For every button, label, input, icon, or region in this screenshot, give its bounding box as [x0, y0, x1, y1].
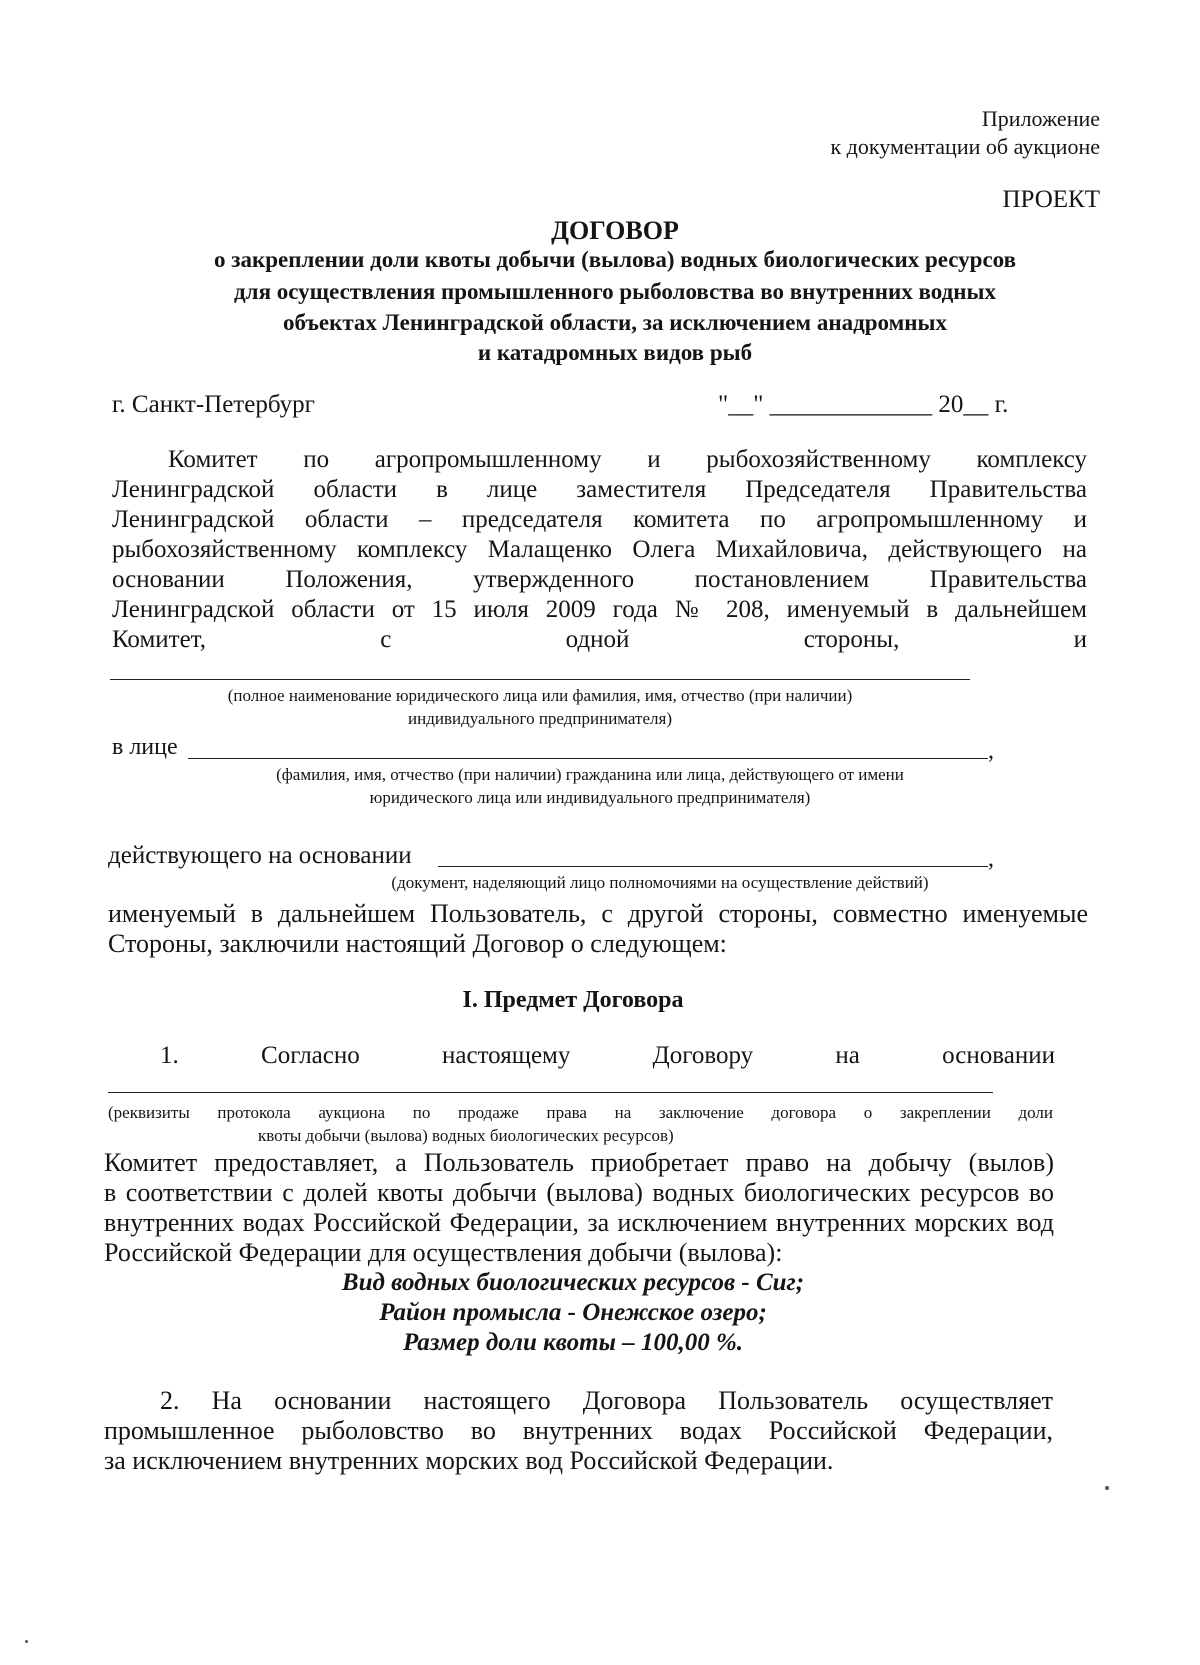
in-person-label: в лице	[112, 734, 178, 760]
draft-label: ПРОЕКТ	[1002, 186, 1100, 213]
auction-protocol-underline	[108, 1092, 993, 1093]
title-subline: для осуществления промышленного рыболовства во внутренних водных	[234, 279, 996, 304]
clause-2-line: за исключением внутренних морских вод Российской Федерации.	[104, 1446, 834, 1475]
representative-caption: юридического лица или индивидуального предпринимателя)	[369, 788, 811, 807]
party-name-caption: (полное наименование юридического лица или фамилия, имя, отчество (при наличии)	[227, 686, 853, 705]
clause-2-line: промышленное рыболовство во внутренних водах Российской Федерации,	[104, 1416, 1053, 1445]
comma: ,	[988, 846, 994, 872]
preamble-line: Ленинградской области – председателя комитета по агропромышленному и	[112, 506, 1087, 533]
preamble-line: Комитет, с одной стороны, и	[112, 626, 1087, 653]
preamble-line: Комитет по агропромышленному и рыбохозяйственному комплексу	[168, 446, 1087, 473]
scan-speck	[25, 1640, 28, 1643]
fishing-area: Район промысла - Онежское озеро;	[379, 1299, 767, 1326]
preamble-closing-line: Стороны, заключили настоящий Договор о следующем:	[108, 929, 727, 958]
preamble-line: рыбохозяйственному комплексу Малащенко Олега Михайловича, действующего на	[112, 536, 1087, 563]
clause-1-line: внутренних водах Российской Федерации, за исключением внутренних морских вод	[104, 1208, 1054, 1237]
scan-speck	[1105, 1486, 1109, 1490]
clause-1-line: в соответствии с долей квоты добычи (вылова) водных биологических ресурсов во	[104, 1178, 1054, 1207]
acting-basis-caption: (документ, наделяющий лицо полномочиями на осуществление действий)	[391, 873, 929, 892]
clause-1-line: Комитет предоставляет, а Пользователь приобретает право на добычу (вылов)	[104, 1148, 1054, 1177]
species: Вид водных биологических ресурсов - Сиг;	[341, 1269, 805, 1296]
representative-caption: (фамилия, имя, отчество (при наличии) гражданина или лица, действующего от имени	[276, 765, 904, 784]
auction-protocol-caption: квоты добычи (вылова) водных биологических ресурсов)	[258, 1126, 674, 1145]
city: г. Санкт-Петербург	[112, 391, 315, 418]
preamble-line: Ленинградской области в лице заместителя Председателя Правительства	[112, 476, 1087, 503]
contract-date: "__" _____________ 20__ г.	[718, 391, 1009, 418]
quota-share: Размер доли квоты – 100,00 %.	[402, 1329, 744, 1356]
preamble-line: основании Положения, утвержденного постановлением Правительства	[112, 566, 1087, 593]
document-title: ДОГОВОР	[551, 216, 679, 245]
comma: ,	[988, 738, 994, 764]
auction-protocol-caption: (реквизиты протокола аукциона по продаже права на заключение договора о закреплении доли	[108, 1103, 1053, 1122]
preamble-line: Ленинградской области от 15 июля 2009 года № 208, именуемый в дальнейшем	[112, 596, 1087, 623]
appendix-line-2: к документации об аукционе	[830, 134, 1100, 159]
title-subline: о закреплении доли квоты добычи (вылова) водных биологических ресурсов	[213, 247, 1017, 272]
party-name-caption: индивидуального предпринимателя)	[408, 709, 672, 728]
title-subline: объектах Ленинградской области, за исключением анадромных	[283, 310, 947, 335]
section-heading: I. Предмет Договора	[462, 987, 684, 1013]
clause-2-line: 2. На основании настоящего Договора Пользователь осуществляет	[160, 1386, 1053, 1415]
clause-1-line: Российской Федерации для осуществления добычи (вылова):	[104, 1238, 783, 1267]
party-name-underline	[110, 679, 970, 680]
appendix-line-1: Приложение	[981, 106, 1100, 131]
title-subline: и катадромных видов рыб	[477, 340, 753, 365]
preamble-closing-line: именуемый в дальнейшем Пользователь, с другой стороны, совместно именуемые	[108, 899, 1088, 928]
acting-basis-label: действующего на основании	[108, 842, 412, 869]
acting-basis-underline	[438, 866, 988, 867]
clause-1-first-line: 1. Согласно настоящему Договору на основании	[160, 1042, 1055, 1069]
representative-underline	[188, 758, 988, 759]
